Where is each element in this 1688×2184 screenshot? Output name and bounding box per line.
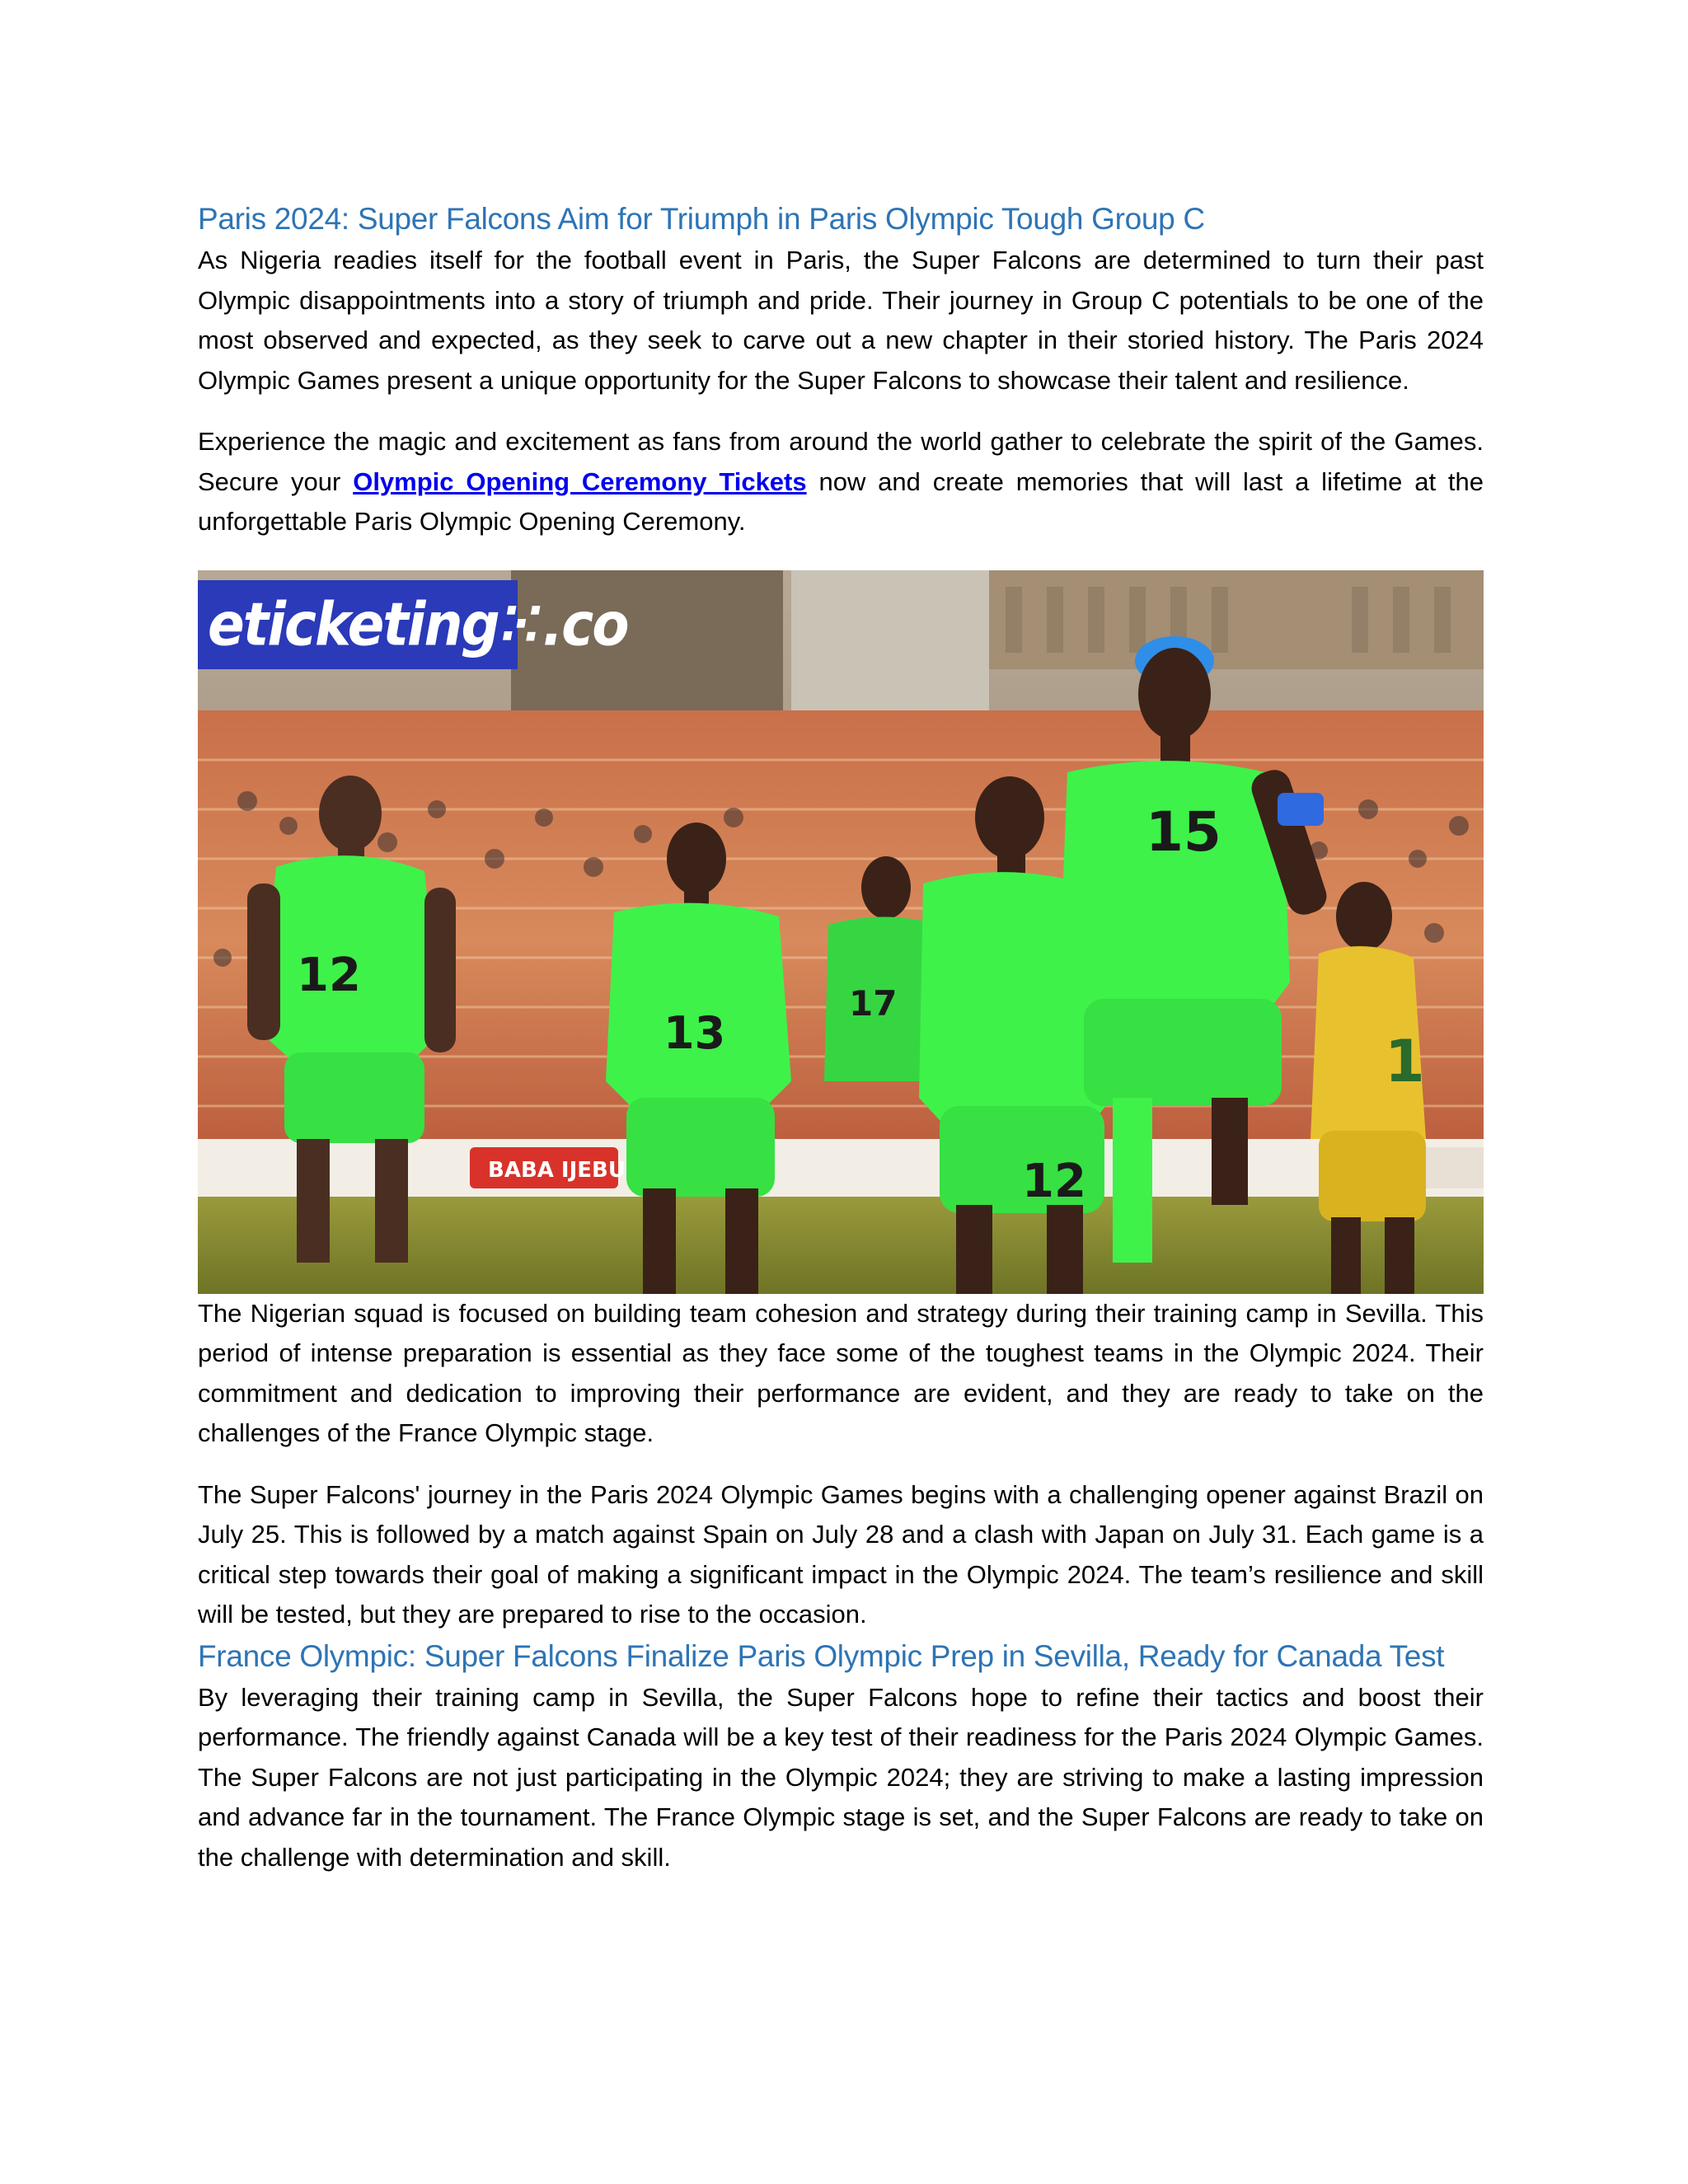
jersey-number-5: 12 — [1022, 1154, 1086, 1208]
heading-canada-test: France Olympic: Super Falcons Finalize Paris Olympic Prep in Sevilla, Ready for Canada Test — [198, 1638, 1445, 1673]
opening-ceremony-tickets-link[interactable]: Olympic Opening Ceremony Tickets — [353, 466, 807, 496]
paragraph-schedule: The Super Falcons' journey in the Paris 2024 Olympic Games begins with a challenging opener against Brazil on July 25. This is followed by a match against Spain on July 28 and a clash with Japan on July 31. Each game is a critical step towards their goal of making a significant impact in the Olympic 2024. The team’s resilience and skill will be tested, but they are prepared to rise to the occasion. — [198, 1479, 1484, 1629]
eticketing-logo — [198, 580, 628, 669]
paragraph-training-camp: The Nigerian squad is focused on building team cohesion and strategy during their training camp in Sevilla. This period of intense preparation is essential as they face some of the toughest teams in the Olympic 2024. Their commitment and dedication to improving their performance are evident, and they are ready to take on the challenges of the France Olympic stage. — [198, 1298, 1484, 1447]
svg-text:BABA IJEBU: BABA IJEBU — [488, 1157, 626, 1183]
jersey-number-4: 15 — [1146, 799, 1221, 864]
heading-group-c: Paris 2024: Super Falcons Aim for Triumph in Paris Olympic Tough Group C — [198, 202, 1205, 236]
paragraph-sevilla-prep: By leveraging their training camp in Sevilla, the Super Falcons hope to refine their tactics and boost their performance. The friendly against Canada will be a key test of their readiness for the Paris 2024 Olympic Games. The Super Falcons are not just participating in the Olympic 2024; they are striving to make a lasting impression and advance far in the tournament. The France Olympic stage is set, and the Super Falcons are ready to take on the challenge with determination and skill. — [198, 1682, 1484, 1872]
jersey-number-6: 1 — [1385, 1027, 1425, 1095]
eticketing-logo-text: eticketing⁙.co — [208, 589, 628, 659]
photo-illustration — [198, 570, 1484, 1294]
jersey-number-3: 17 — [849, 982, 898, 1024]
jersey-number-1: 12 — [297, 948, 361, 1002]
paragraph-tickets-text-1: Experience the magic and excitement as fans from around the world gather to celebrate the spirit of the Games. Secure your — [198, 427, 1484, 496]
jersey-number-2: 13 — [663, 1006, 726, 1059]
paragraph-tickets — [198, 422, 1484, 542]
paragraph-tickets-text-2: now and create memories that will last a lifetime at the unforgettable Paris Olympic Opening Ceremony. — [198, 466, 1484, 536]
document-page — [198, 198, 1484, 1877]
team-celebration-photo — [198, 570, 1484, 1294]
paragraph-intro: As Nigeria readies itself for the football event in Paris, the Super Falcons are determined to turn their past Olympic disappointments into a story of triumph and pride. Their journey in Group C potentials to be one of the most observed and expected, as they seek to carve out a new chapter in their storied history. The Paris 2024 Olympic Games present a unique opportunity for the Super Falcons to showcase their talent and resilience. — [198, 246, 1484, 395]
